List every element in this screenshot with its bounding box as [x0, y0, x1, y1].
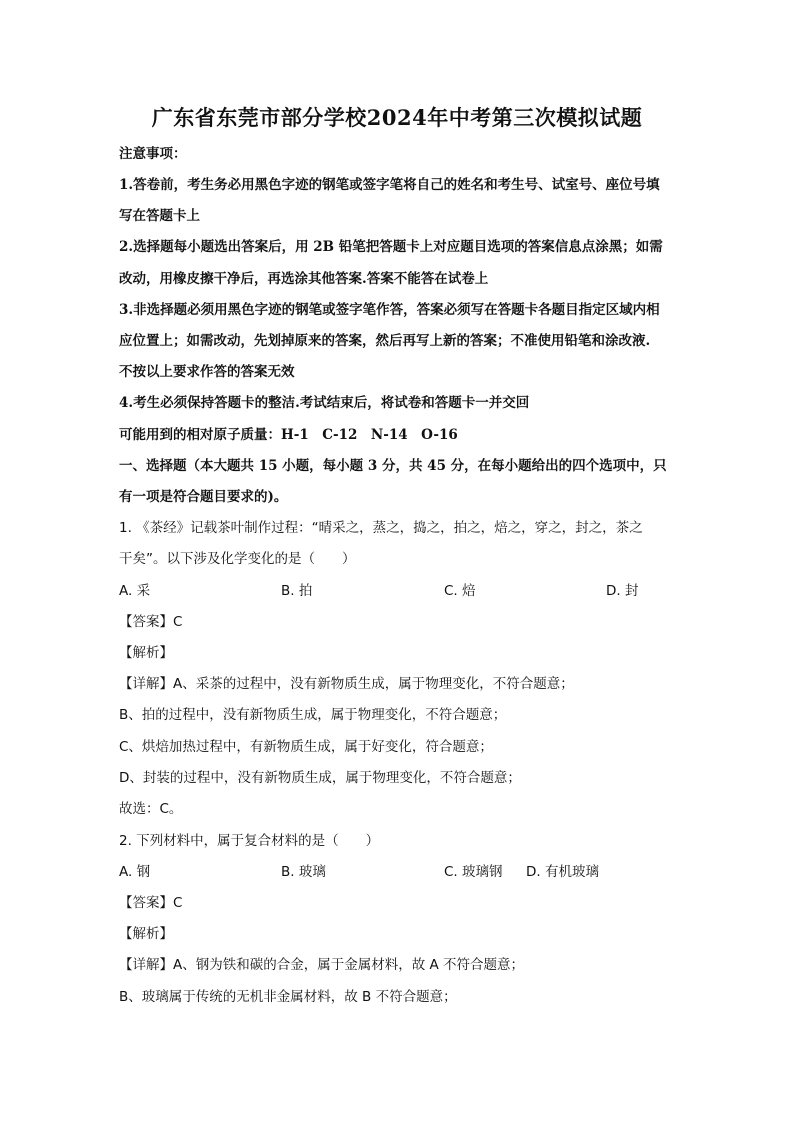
answer-label: 【答案】C — [119, 895, 183, 911]
atomic-masses: 可能用到的相对原子质量：H-1 C-12 N-14 O-16 — [119, 427, 458, 443]
explanation-line: B、拍的过程中，没有新物质生成，属于物理变化，不符合题意； — [119, 707, 507, 723]
option-c: C. 玻璃钢 — [444, 864, 503, 880]
notice-item: 4.考生必须保持答题卡的整洁.考试结束后，将试卷和答题卡一并交回 — [119, 395, 530, 411]
option-c: C. 焙 — [444, 583, 476, 599]
notice-item: 3.非选择题必须用黑色字迹的钢笔或签字笔作答，答案必须写在答题卡各题目指定区域内相 — [119, 302, 660, 318]
question-stem: 2. 下列材料中，属于复合材料的是（ ） — [119, 833, 380, 849]
answer-label: 【答案】C — [119, 614, 183, 630]
notice-item: 改动，用橡皮擦干净后，再选涂其他答案.答案不能答在试卷上 — [119, 271, 489, 287]
option-a: A. 钢 — [119, 864, 151, 880]
analysis-label: 【解析】 — [119, 645, 173, 661]
question-stem: 1. 《茶经》记载茶叶制作过程：“晴采之，蒸之，捣之，拍之，焙之，穿之，封之，茶之 — [119, 520, 643, 536]
explanation-line: C、烘焙加热过程中，有新物质生成，属于好变化，符合题意； — [119, 739, 493, 755]
option-d: D. 封 — [606, 583, 639, 599]
explanation-line: D、封装的过程中，没有新物质生成，属于物理变化，不符合题意； — [119, 770, 521, 786]
notice-item: 应位置上；如需改动，先划掉原来的答案，然后再写上新的答案；不准使用铅笔和涂改液. — [119, 333, 651, 349]
notice-item: 1.答卷前，考生务必用黑色字迹的钢笔或签字笔将自己的姓名和考生号、试室号、座位号填 — [119, 177, 660, 193]
notice-item: 不按以上要求作答的答案无效 — [119, 364, 295, 380]
notice-heading: 注意事项： — [119, 146, 187, 162]
notice-item: 写在答题卡上 — [119, 208, 200, 224]
option-b: B. 拍 — [281, 583, 313, 599]
explanation-line: 【详解】A、钢为铁和碳的合金，属于金属材料，故 A 不符合题意； — [119, 957, 525, 973]
section-heading: 一、选择题（本大题共 15 小题，每小题 3 分，共 45 分，在每小题给出的四个选项中，只 — [119, 458, 667, 474]
option-b: B. 玻璃 — [281, 864, 326, 880]
question-stem: 干矣”。以下涉及化学变化的是（ ） — [119, 551, 356, 567]
explanation-line: B、玻璃属于传统的无机非金属材料，故 B 不符合题意； — [119, 989, 457, 1005]
notice-item: 2.选择题每小题选出答案后，用 2B 铅笔把答题卡上对应题目选项的答案信息点涂黑；如需 — [119, 239, 663, 255]
section-heading: 有一项是符合题目要求的)。 — [119, 489, 288, 505]
option-a: A. 采 — [119, 583, 151, 599]
option-d: D. 有机玻璃 — [526, 864, 599, 880]
explanation-line: 【详解】A、采茶的过程中，没有新物质生成，属于物理变化，不符合题意； — [119, 676, 574, 692]
analysis-label: 【解析】 — [119, 926, 173, 942]
page-title: 广东省东莞市部分学校2024年中考第三次模拟试题 — [151, 105, 643, 130]
explanation-line: 故选：C。 — [119, 801, 183, 817]
